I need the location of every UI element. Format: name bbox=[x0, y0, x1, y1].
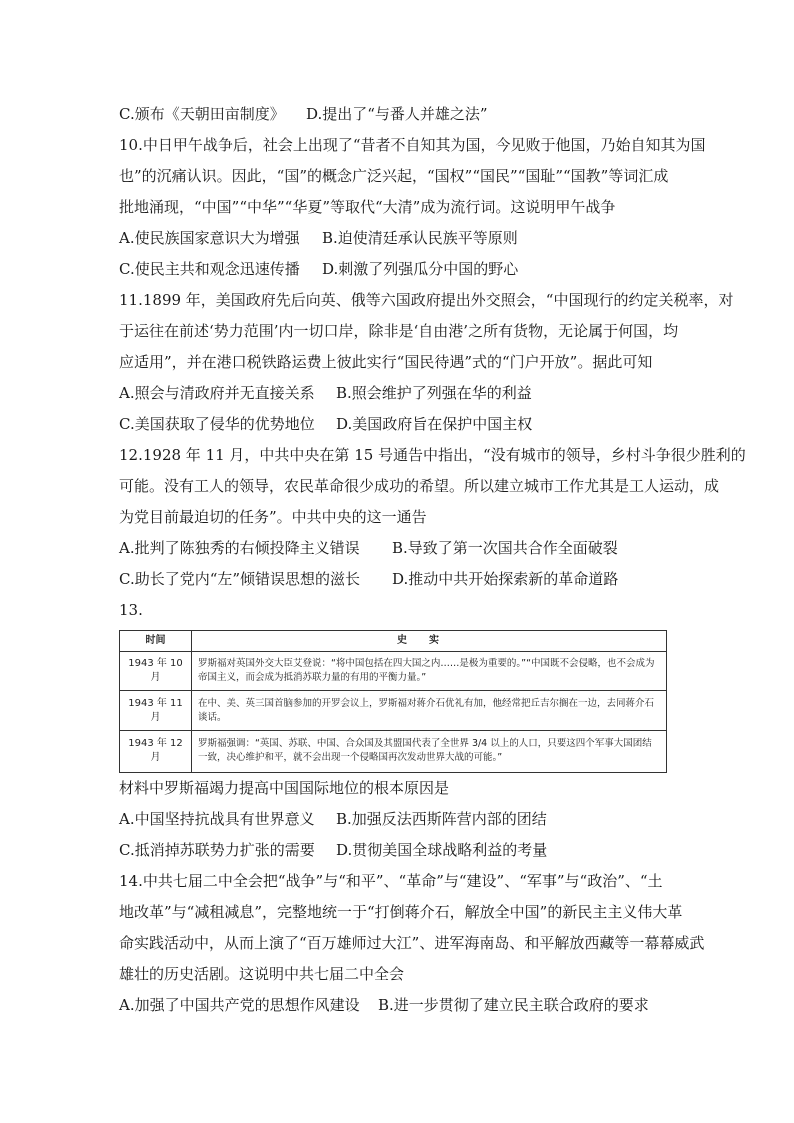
table-cell-fact: 罗斯福强调：“英国、苏联、中国、合众国及其盟国代表了全世界 3/4 以上的人口，只要这四个军事大国团结一致，决心维护和平，就不会出现一个侵略国再次发动世界大战的可能。” bbox=[192, 730, 667, 772]
q9-option-d: D.提出了“与番人并雄之法” bbox=[306, 105, 488, 123]
q9-option-c: C.颁布《天朝田亩制度》 bbox=[119, 105, 285, 123]
q10-option-a: A.使民族国家意识大为增强 bbox=[119, 229, 300, 247]
q12-option-c: C.助长了党内“左”倾错误思想的滋长 bbox=[119, 570, 361, 588]
q12-option-a: A.批判了陈独秀的右倾投降主义错误 bbox=[119, 539, 360, 557]
table-cell-date: 1943 年 12 月 bbox=[120, 730, 192, 772]
table-row bbox=[120, 730, 667, 772]
q13-option-a: A.中国坚持抗战具有世界意义 bbox=[119, 810, 315, 828]
q13-option-c: C.抵消掉苏联势力扩张的需要 bbox=[119, 841, 315, 859]
q14-stem-line-2: 地改革”与“减租减息”，完整地统一于“打倒蒋介石，解放全中国”的新民主主义伟大革 bbox=[119, 903, 683, 921]
q11-stem-line-2: 于运往在前述‘势力范围’内一切口岸，除非是‘自由港’之所有货物，无论属于何国，均 bbox=[119, 322, 679, 340]
q14-stem-line-4: 雄壮的历史活剧。这说明中共七届二中全会 bbox=[119, 965, 405, 983]
q14-option-b: B.进一步贯彻了建立民主联合政府的要求 bbox=[378, 996, 649, 1014]
q13-option-d: D.贯彻美国全球战略利益的考量 bbox=[336, 841, 548, 859]
q12-stem-line-3: 为党目前最迫切的任务”。中共中央的这一通告 bbox=[119, 508, 427, 526]
table-header-row bbox=[120, 631, 667, 652]
q10-stem-line-1: 10.中日甲午战争后，社会上出现了“昔者不自知其为国，今见败于他国，乃始自知其为国 bbox=[119, 136, 706, 154]
q10-stem-line-2: 也”的沉痛认识。因此，“国”的概念广泛兴起，“国权”“国民”“国耻”“国教”等词汇成 bbox=[119, 167, 669, 185]
q10-stem-line-3: 批地涌现，“中国”“中华”“华夏”等取代“大清”成为流行词。这说明甲午战争 bbox=[119, 198, 616, 216]
q11-option-a: A.照会与清政府并无直接关系 bbox=[119, 384, 315, 402]
q12-stem-line-1: 12.1928 年 11 月，中共中央在第 15 号通告中指出，“没有城市的领导，乡村斗争很少胜利的 bbox=[119, 446, 746, 464]
q11-stem-line-1: 11.1899 年，美国政府先后向英、俄等六国政府提出外交照会，“中国现行的约定关税率，对 bbox=[119, 291, 734, 309]
q13-option-b: B.加强反法西斯阵营内部的团结 bbox=[336, 810, 547, 828]
q10-option-b: B.迫使清廷承认民族平等原则 bbox=[322, 229, 518, 247]
table-header-time: 时间 bbox=[120, 631, 192, 652]
q13-number: 13. bbox=[119, 601, 143, 619]
q14-stem-line-3: 命实践活动中，从而上演了“百万雄师过大江”、进军海南岛、和平解放西藏等一幕幕威武 bbox=[119, 934, 705, 952]
table-cell-fact: 罗斯福对英国外交大臣艾登说：“将中国包括在四大国之内……是极为重要的。”“中国既不会侵略，也不会成为帝国主义，而会成为抵消苏联力量的有用的平衡力量。” bbox=[192, 652, 667, 691]
table-cell-date: 1943 年 11 月 bbox=[120, 691, 192, 730]
table-row bbox=[120, 652, 667, 691]
q12-option-d: D.推动中共开始探索新的革命道路 bbox=[392, 570, 619, 588]
q14-stem-line-1: 14.中共七届二中全会把“战争”与“和平”、“革命”与“建设”、“军事”与“政治”、“土 bbox=[119, 872, 663, 890]
table-row bbox=[120, 691, 667, 730]
q10-option-c: C.使民主共和观念迅速传播 bbox=[119, 260, 300, 278]
q11-option-c: C.美国获取了侵华的优势地位 bbox=[119, 415, 315, 433]
q13-stem: 材料中罗斯福竭力提高中国国际地位的根本原因是 bbox=[119, 779, 450, 797]
table-header-facts: 史实 bbox=[192, 631, 667, 652]
q12-option-b: B.导致了第一次国共合作全面破裂 bbox=[392, 539, 618, 557]
q11-option-d: D.美国政府旨在保护中国主权 bbox=[336, 415, 533, 433]
table-cell-date: 1943 年 10 月 bbox=[120, 652, 192, 691]
q11-option-b: B.照会维护了列强在华的利益 bbox=[336, 384, 532, 402]
table-cell-fact: 在中、美、英三国首脑参加的开罗会议上，罗斯福对蒋介石优礼有加，他经常把丘吉尔搁在一边，去同蒋介石谈话。 bbox=[192, 691, 667, 730]
q13-history-table bbox=[119, 630, 667, 773]
q12-stem-line-2: 可能。没有工人的领导，农民革命很少成功的希望。所以建立城市工作尤其是工人运动，成 bbox=[119, 477, 720, 495]
q10-option-d: D.刺激了列强瓜分中国的野心 bbox=[322, 260, 519, 278]
q14-option-a: A.加强了中国共产党的思想作风建设 bbox=[119, 996, 360, 1014]
q11-stem-line-3: 应适用”，并在港口税铁路运费上彼此实行“国民待遇”式的“门户开放”。据此可知 bbox=[119, 353, 653, 371]
